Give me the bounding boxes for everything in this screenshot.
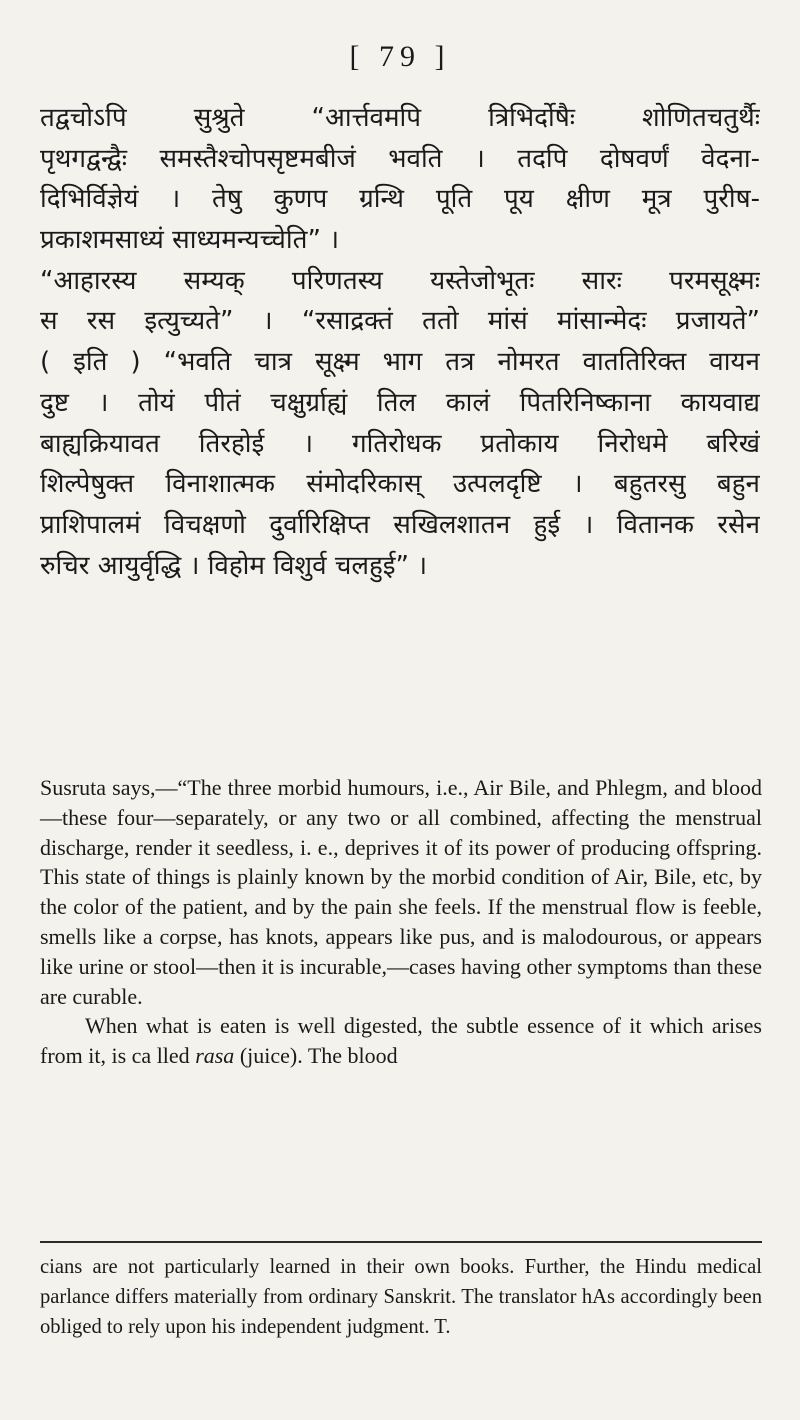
page-number: [ 79 ]: [349, 40, 451, 73]
footnote-separator-rule: [40, 1241, 762, 1243]
sanskrit-line: “आहारस्य सम्यक् परिणतस्य यस्तेजोभूतः सारः परमसूक्ष्मः: [40, 265, 760, 296]
translation-paragraph: [40, 1011, 762, 1071]
sanskrit-line: ( इति ) “भवति चात्र सूक्ष्म भाग तत्र नोमरत वाततिरिक्त वायन: [40, 347, 760, 378]
sanskrit-line: दुष्ट । तोयं पीतं चक्षुर्ग्राह्यं तिल कालं पितरिनिष्काना कायवाद्य: [40, 387, 760, 418]
sanskrit-line: दिभिर्विज्ञेयं । तेषु कुणप ग्रन्थि पूति पूय क्षीण मूत्र पुरीष-: [40, 184, 760, 215]
sanskrit-line: बाह्यक्रियावत तिरहोई । गतिरोधक प्रतोकाय निरोधमे बरिखं: [40, 428, 760, 459]
sanskrit-line: रुचिर आयुर्वृद्धि । विहोम विशुर्व चलहुई” ।: [40, 550, 428, 581]
italic-term: rasa: [195, 1043, 235, 1069]
sanskrit-line: प्राशिपालमं विचक्षणो दुर्वारिक्षिप्त सखिलशातन हुई । वितानक रसेन: [40, 509, 760, 540]
paragraph-text: When what is eaten is well digested, the subtle essence of it which arises from it, is ca lled: [40, 1013, 762, 1069]
translation-paragraph: [40, 773, 762, 1011]
sanskrit-line: तद्वचोऽपि सुश्रुते “आर्त्तवमपि त्रिभिर्दोषैः शोणितचतुर्थैः: [40, 103, 760, 133]
sanskrit-verse-block: [40, 98, 760, 586]
sanskrit-line: स रस इत्युच्यते” । “रसाद्रक्तं ततो मांसं मांसान्मेदः प्रजायते”: [40, 306, 760, 337]
sanskrit-line: पृथगद्वन्द्वैः समस्तैश्चोपसृष्टमबीजं भवति । तदपि दोषवर्णं वेदना-: [40, 143, 760, 174]
paragraph-text: (juice). The blood: [234, 1043, 398, 1069]
sanskrit-line: शिल्पेषुक्त विनाशात्मक संमोदरिकास् उत्पलदृष्टि । बहुतरसु बहुन: [40, 469, 760, 500]
sanskrit-line: प्रकाशमसाध्यं साध्यमन्यच्चेति” ।: [40, 225, 340, 256]
footnote: [40, 1252, 762, 1342]
footnote-text: cians are not particularly learned in their own books. Further, the Hindu medical parlance differs materially from ordinary Sanskrit. The translator hAs accordingly been obliged to rely upon his independent judgment. T.: [40, 1256, 762, 1338]
english-translation: [40, 773, 762, 1071]
paragraph-text: Susruta says,—“The three morbid humours, i.e., Air Bile, and Phlegm, and blood—these four—separately, or any two or all combined, affecting the menstrual discharge, render it seedless, i. e., deprives it of its power of producing offspring. This state of things is plainly known by the morbid condition of Air, Bile, etc, by the color of the patient, and by the pain she feels. If the menstrual flow is feeble, smells like a corpse, has knots, appears like pus, and is malodourous, or appears like urine or stool—then it is incurable,—cases having other symptoms than these are curable.: [40, 775, 762, 1009]
